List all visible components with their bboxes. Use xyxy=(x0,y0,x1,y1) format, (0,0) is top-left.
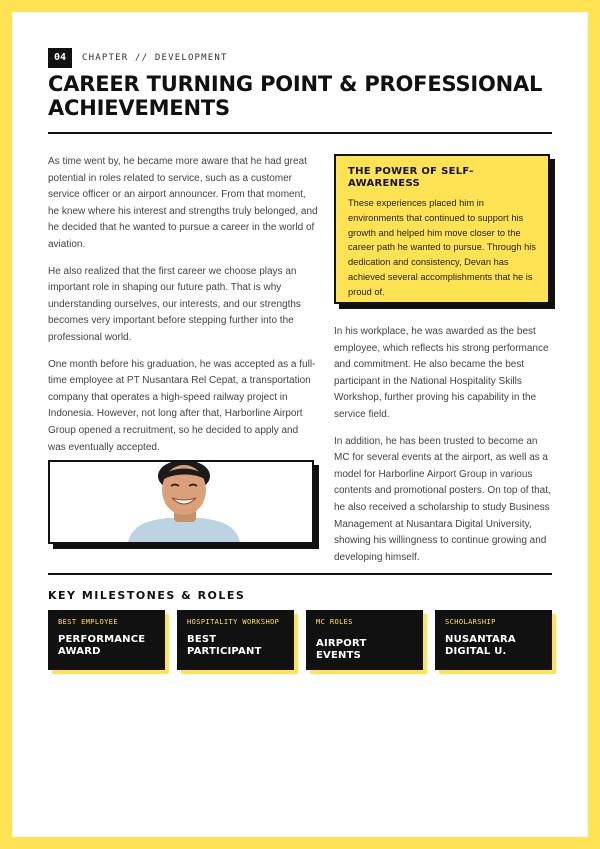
right-column xyxy=(334,324,554,576)
page-title: CAREER TURNING POINT & PROFESSIONAL ACHIEVEMENTS xyxy=(48,72,543,120)
title-divider xyxy=(48,132,552,134)
portrait-illustration xyxy=(50,462,312,542)
body-paragraph: He also realized that the first career we choose plays an important role in shaping our future path. That is why understanding ourselves, our interests, and our strengths becomes very important before stepping further into the professional world. xyxy=(48,265,301,343)
milestones-divider xyxy=(48,573,552,575)
page xyxy=(12,12,588,837)
callout-box xyxy=(334,154,550,304)
body-paragraph: In his workplace, he was awarded as the best employee, which reflects his strong performance and commitment. He also became the best participant in the National Hospitality Skills Workshop, further proving his capability in the service field. xyxy=(334,326,549,420)
milestone-tag: SCHOLARSHIP xyxy=(445,618,496,626)
milestone-tag: BEST EMPLOYEE xyxy=(58,618,118,626)
callout-title: THE POWER OF SELF-AWARENESS xyxy=(348,166,474,189)
callout-text: These experiences placed him in environments that continued to support his growth and helped him move closer to the career path he wanted to pursue. Through his dedication and consistency, Devan has achieved several accomplishments that he is proud of. xyxy=(348,198,536,297)
milestone-name: BEST PARTICIPANT xyxy=(187,634,262,657)
milestone-tag: HOSPITALITY WORKSHOP xyxy=(187,618,280,626)
chapter-number-badge: 04 xyxy=(48,48,72,68)
milestone-tag: MC ROLES xyxy=(316,618,353,626)
chapter-header xyxy=(48,48,228,68)
milestone-name: PERFORMANCE AWARD xyxy=(58,634,146,657)
left-column xyxy=(48,154,318,466)
milestone-name: NUSANTARA DIGITAL U. xyxy=(445,634,516,657)
body-paragraph: One month before his graduation, he was accepted as a full-time employee at PT Nusantara Rel Cepat, a transportation company that operates a high-speed railway project in Indonesia. However, not long after that, Harborline Airport Group opened a recruitment, so he decided to apply and was eventually accepted. xyxy=(48,358,316,453)
milestone-card xyxy=(306,610,423,670)
milestones-title: KEY MILESTONES & ROLES xyxy=(48,589,246,602)
body-paragraph: As time went by, he became more aware that he had great potential in roles related to service, such as a customer service officer or an airport announcer. From that moment, he knew where his interest and strengths truly belonged, and he decided that he wanted to pursue a career in the world of aviation. xyxy=(48,156,318,250)
body-paragraph: In addition, he has been trusted to become an MC for several events at the airport, as well as a model for Harborline Airport Group in various contents and promotional posters. On top of that, he also received a scholarship to study Business Management at Nusantara Digital University, showing his willingness to continue growing and developing himself. xyxy=(334,435,551,563)
milestone-card xyxy=(177,610,294,670)
chapter-label: CHAPTER // DEVELOPMENT xyxy=(82,53,228,63)
milestone-cards xyxy=(48,610,552,670)
milestone-card xyxy=(435,610,552,670)
milestone-name: AIRPORT EVENTS xyxy=(316,638,367,661)
milestone-card xyxy=(48,610,165,670)
portrait-photo xyxy=(48,460,314,544)
